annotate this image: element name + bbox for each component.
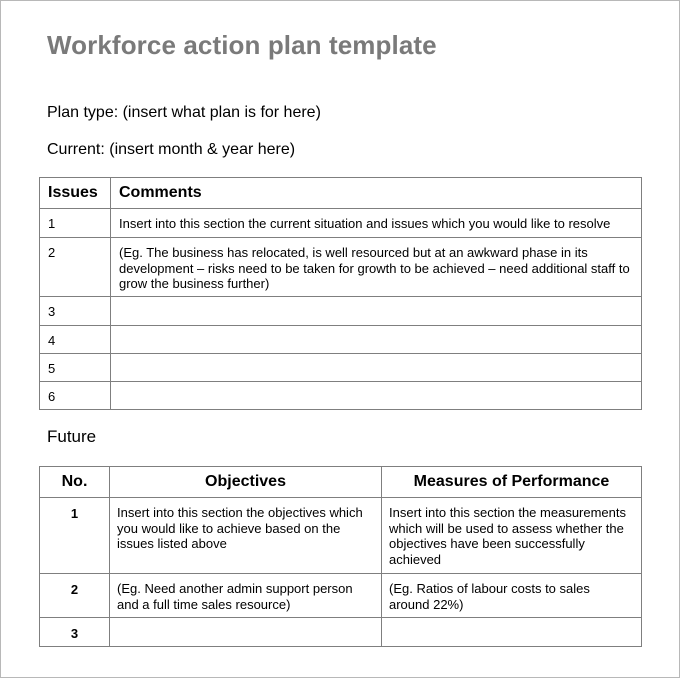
table-row <box>40 574 642 618</box>
future-table <box>39 466 642 647</box>
objective-cell[interactable]: Insert into this section the objectives which you would like to achieve based on the issues listed above <box>110 498 382 574</box>
issue-comment[interactable] <box>111 326 642 354</box>
document-title: Workforce action plan template <box>47 30 437 60</box>
number-header: No. <box>40 467 110 498</box>
table-row <box>40 354 642 382</box>
issue-number[interactable]: 2 <box>40 238 111 297</box>
issue-number[interactable]: 1 <box>40 209 111 238</box>
issue-comment[interactable] <box>111 354 642 382</box>
issue-number[interactable]: 5 <box>40 354 111 382</box>
objective-number[interactable]: 2 <box>40 574 110 618</box>
table-row <box>40 238 642 297</box>
issues-header: Issues <box>40 178 111 209</box>
issue-comment[interactable]: Insert into this section the current situation and issues which you would like to resolve <box>111 209 642 238</box>
objective-cell[interactable] <box>110 618 382 647</box>
table-row <box>40 209 642 238</box>
issues-table <box>39 177 642 410</box>
table-row <box>40 297 642 326</box>
issue-number[interactable]: 4 <box>40 326 111 354</box>
table-row <box>40 382 642 410</box>
future-header-row <box>40 467 642 498</box>
table-row <box>40 326 642 354</box>
issue-comment[interactable] <box>111 382 642 410</box>
table-row <box>40 498 642 574</box>
future-heading: Future <box>47 427 97 446</box>
plan-type-line: Plan type: (insert what plan is for here) <box>47 104 321 121</box>
table-row <box>40 618 642 647</box>
objective-number[interactable]: 3 <box>40 618 110 647</box>
issues-header-row <box>40 178 642 209</box>
objective-number[interactable]: 1 <box>40 498 110 574</box>
current-line: Current: (insert month & year here) <box>47 141 296 158</box>
objectives-header: Objectives <box>110 467 382 498</box>
measure-cell[interactable] <box>382 618 642 647</box>
measures-header: Measures of Performance <box>382 467 642 498</box>
comments-header: Comments <box>111 178 642 209</box>
issue-number[interactable]: 3 <box>40 297 111 326</box>
measure-cell[interactable]: Insert into this section the measurements which will be used to assess whether the objectives have been successfully achieved <box>382 498 642 574</box>
issue-comment[interactable]: (Eg. The business has relocated, is well resourced but at an awkward phase in its development – risks need to be taken for growth to be achieved – need additional staff to grow the business further) <box>111 238 642 297</box>
issue-comment[interactable] <box>111 297 642 326</box>
issue-number[interactable]: 6 <box>40 382 111 410</box>
objective-cell[interactable]: (Eg. Need another admin support person and a full time sales resource) <box>110 574 382 618</box>
measure-cell[interactable]: (Eg. Ratios of labour costs to sales around 22%) <box>382 574 642 618</box>
